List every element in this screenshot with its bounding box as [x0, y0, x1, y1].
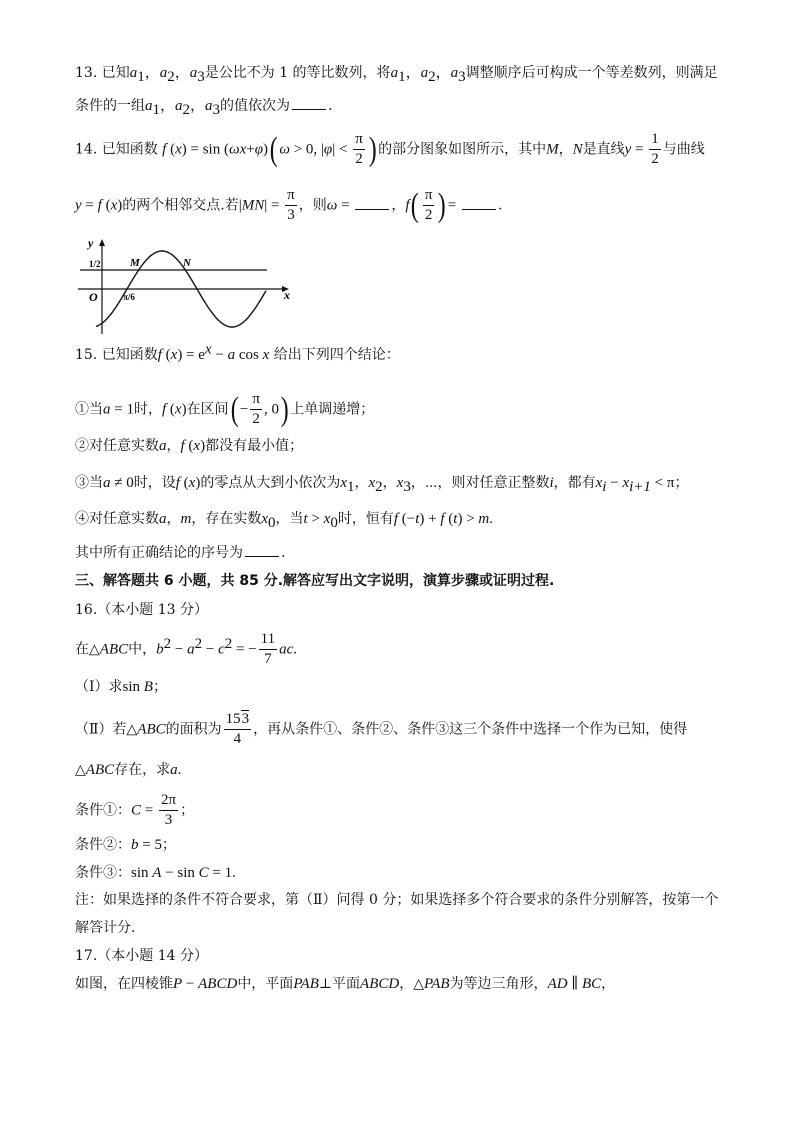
q16-condition-1: 条件①：C = $\frac{2\pi}{3}$ ；	[75, 792, 195, 828]
answer-blank	[462, 197, 496, 210]
section-3-heading: 三、解答题共 6 小题，共 85 分.解答应写出文字说明，演算步骤或证明过程.	[75, 573, 555, 589]
q16-note-line1: 注：如果选择的条件不符合要求，第（Ⅱ）问得 0 分；如果选择多个符合要求的条件分别解答，按第一个	[75, 892, 719, 908]
q13-line2: 条件的一组$a_1$，$a_2$，$a_3$的值依次为 .	[75, 98, 333, 118]
x-axis-label: x	[284, 288, 290, 302]
q16-title: 16.（本小题 13 分）	[75, 602, 208, 618]
answer-blank	[292, 97, 326, 110]
q15-conclusion-3: ③当a ≠ 0时，设f (x)的零点从大到小依次为$x_1$，$x_2$，$x_3$，⋯，则对任意正整数i，都有$x_i - x_{i+1} < \pi$；	[75, 475, 689, 495]
half-label: 1/2	[89, 259, 101, 269]
q16-part2: （Ⅱ）若△ABC的面积为 $\frac{153}{4}$ ，再从条件①、条件②、条件③这三个条件中选择一个作为已知，使得	[75, 711, 688, 747]
q16-condition-2: 条件②：b = 5；	[75, 837, 176, 853]
q14-line2: y = f (x)的两个相邻交点.若|MN| = $\frac{\pi}{3}$ ，则ω = ，f( $\frac{\pi}{2}$ ) = .	[75, 186, 503, 224]
pi-over-6-label: π/6	[123, 292, 135, 302]
q17-title: 17.（本小题 14 分）	[75, 948, 208, 964]
point-n-label: N	[183, 257, 191, 269]
q17-line1: 如图，在四棱锥P − ABCD中，平面PAB⊥平面ABCD，△PAB为等边三角形，AD ∥ BC，	[75, 976, 616, 992]
q16-note-line2: 解答计分.	[75, 920, 136, 936]
answer-blank	[355, 197, 389, 210]
q16-existence-line: △ABC存在，求a.	[75, 762, 182, 778]
sine-graph-figure	[75, 236, 305, 336]
q16-part1: （Ⅰ）求sin B；	[75, 679, 167, 695]
q14-line1: 14. 已知函数 f (x) = sin (ωx+φ)( ω > 0, |φ| < $\frac{\pi}{2}$ ) 的部分图象如图所示，其中M，N是直线y = $\frac{1}{2}$ 与曲线	[75, 130, 705, 168]
origin-label: O	[89, 290, 98, 304]
q16-line1: 在△ABC中，$b^2 - a^2 - c^2$ = − $\frac{11}{7}$ ac.	[75, 631, 298, 667]
q15-conclusion-4: ④对任意实数a，m，存在实数$x_0$，当$t > x_0$时，恒有f (−t) + f (t) > m.	[75, 511, 494, 531]
q15-answer-line: 其中所有正确结论的序号为 .	[75, 545, 286, 561]
q13-line1: 13. 已知$a_1$，$a_2$，$a_3$是公比不为 1 的等比数列，将$a_1$，$a_2$，$a_3$调整顺序后可构成一个等差数列，则满足	[75, 65, 718, 85]
q16-condition-3: 条件③：sin A − sin C = 1.	[75, 865, 236, 881]
point-m-label: M	[130, 257, 140, 269]
q15-intro: 15. 已知函数f $(x) = e^x - a$ cos x 给出下列四个结论：	[75, 341, 400, 363]
q15-conclusion-2: ②对任意实数a，f (x)都没有最小值；	[75, 438, 304, 454]
y-axis-label: y	[88, 236, 94, 250]
y-axis-arrow	[99, 239, 105, 246]
q15-conclusion-1: ①当a = 1时，f (x)在区间( − $\frac{\pi}{2}$ , 0) 上单调递增；	[75, 390, 375, 428]
answer-blank	[245, 544, 279, 557]
